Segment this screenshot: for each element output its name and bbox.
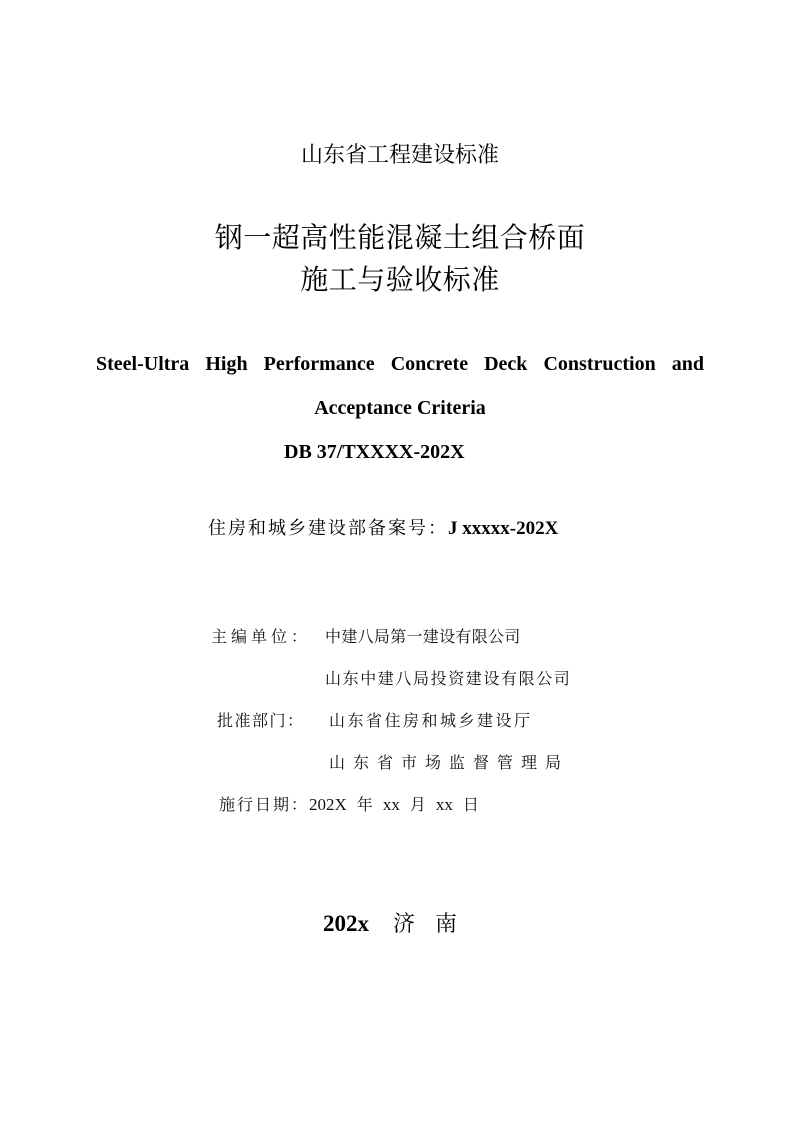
month-unit: 月: [409, 797, 426, 814]
effective-date-label: 施行日期：: [219, 797, 310, 814]
record-value: J xxxxx-202X: [448, 518, 559, 539]
footer-city: 济南: [392, 911, 477, 936]
title-cn-line2: 施工与验收标准: [300, 263, 500, 296]
title-en-line2: Acceptance Criteria: [314, 397, 486, 419]
day-unit: 日: [462, 797, 479, 814]
effective-day: xx: [435, 795, 453, 814]
chief-editor-unit-1: 中建八局第一建设有限公司: [325, 629, 521, 646]
record-number: [208, 514, 558, 540]
effective-date: [219, 792, 479, 815]
year-unit: 年: [356, 797, 373, 814]
chief-editor-label: 主编单位：: [211, 629, 312, 646]
standard-series: 山东省工程建设标准: [300, 143, 499, 168]
effective-month: xx: [382, 795, 400, 814]
title-en-line1: Steel-Ultra High Performance Concrete Deck Construction and: [96, 353, 704, 375]
footer-year: 202x: [322, 911, 369, 936]
chief-editor-unit-2: 山东中建八局投资建设有限公司: [325, 671, 572, 688]
footer: [0, 907, 800, 938]
title-cn-line1: 钢一超高性能混凝土组合桥面: [214, 221, 586, 254]
standard-code: DB 37/TXXXX-202X: [284, 441, 465, 463]
approving-department-2: 山东省市场监督管理局: [329, 755, 570, 772]
approving-department-label: 批准部门：: [217, 713, 305, 730]
record-label: 住房和城乡建设部备案号：: [208, 518, 448, 539]
approving-department-1: 山东省住房和城乡建设厅: [329, 713, 533, 730]
effective-year: 202X: [309, 795, 347, 814]
